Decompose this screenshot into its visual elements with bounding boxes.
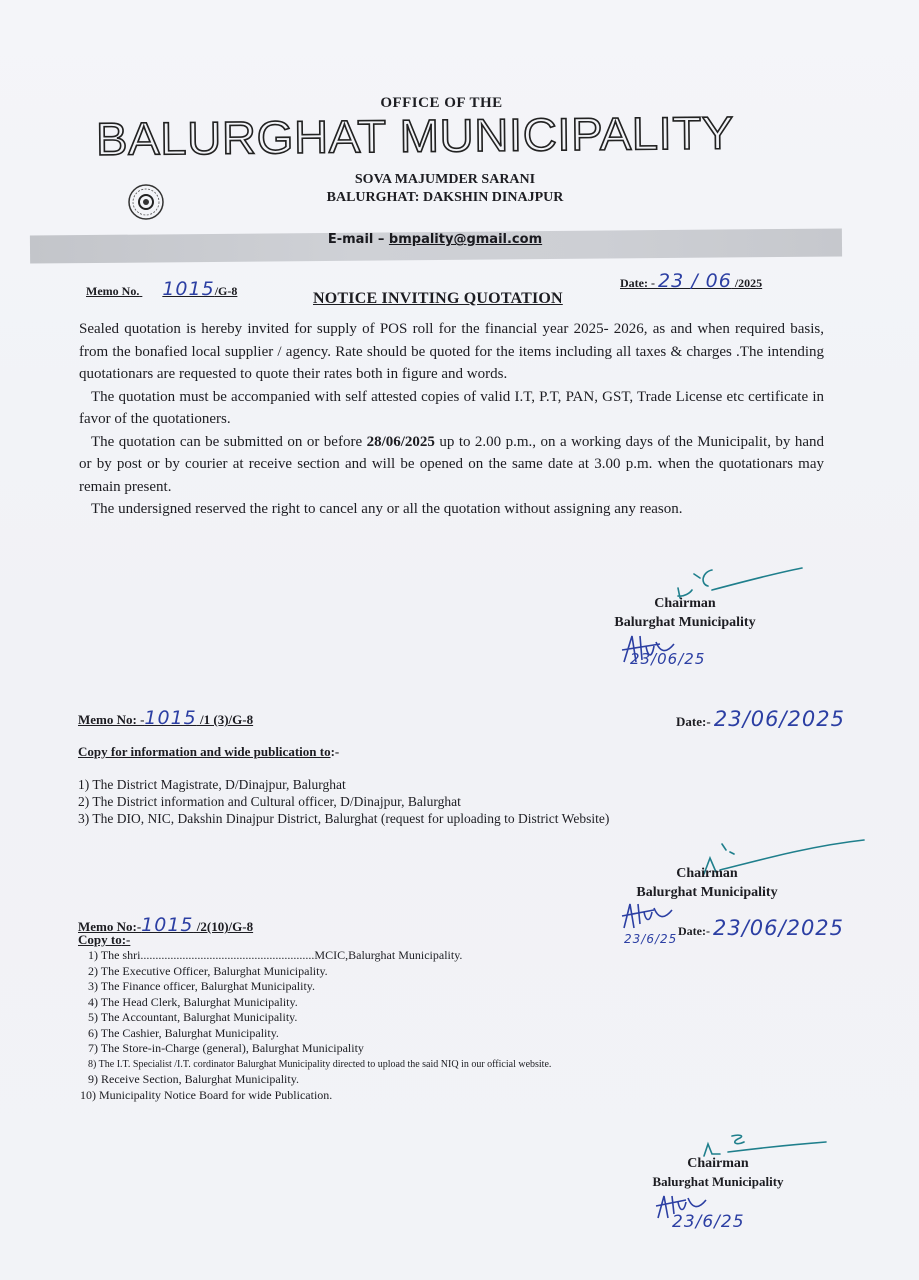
date-label: Date:- <box>676 714 714 729</box>
signature-block-3 <box>648 1155 788 1191</box>
signatory-title: Chairman <box>687 1156 749 1171</box>
organization-title: BALURGHAT MUNICIPALITY <box>95 106 735 165</box>
memo-suffix: /G-8 <box>214 284 238 298</box>
memo-number-handwritten: 1015 <box>144 707 197 729</box>
date-handwritten: 23/06/2025 <box>712 916 845 940</box>
memo-suffix: /2(10)/G-8 <box>193 919 254 934</box>
submission-deadline: 28/06/2025 <box>366 433 435 450</box>
copy-to-heading <box>78 932 130 948</box>
copy-to-heading-suffix: :- <box>121 932 131 947</box>
recipient-item: 10) Municipality Notice Board for wide Publication. <box>80 1087 333 1102</box>
copy-info-memo-number <box>78 707 253 729</box>
recipient-item: 3) The DIO, NIC, Dakshin Dinajpur District, Balurghat (request for uploading to District Website) <box>78 811 610 826</box>
memo-suffix: /1 (3)/G-8 <box>196 712 254 727</box>
email-label: E-mail – <box>327 232 389 247</box>
notice-memo-number <box>86 278 237 300</box>
date-label: Date:- <box>678 924 713 938</box>
notice-body <box>79 318 824 521</box>
recipient-item: 2) The Executive Officer, Balurghat Municipality. <box>88 963 328 978</box>
memo-label: Memo No:- <box>78 919 142 934</box>
signatory-title: Chairman <box>654 596 716 611</box>
email-line <box>0 232 870 247</box>
date-handwritten: 23/06/2025 <box>713 707 845 731</box>
recipient-item: 2) The District information and Cultural officer, D/Dinajpur, Balurghat <box>78 794 461 809</box>
signatory-organization: Balurghat Municipality <box>652 1174 784 1189</box>
signature-date-handwritten: 23/6/25 <box>672 1212 745 1232</box>
memo-number-handwritten: 1015 <box>141 914 194 936</box>
recipient-item: 1) The shri..........................................................MCIC,Balurghat Municipality. <box>88 948 463 962</box>
address-line-2: BALURGHAT: DAKSHIN DINAJPUR <box>326 190 564 205</box>
address-line-1: SOVA MAJUMDER SARANI <box>354 172 536 187</box>
copy-info-heading <box>78 744 339 760</box>
date-handwritten: 23 / 06 <box>657 270 732 292</box>
copy-to-date <box>678 916 844 940</box>
signature-block-1 <box>595 594 775 632</box>
memo-label: Memo No: - <box>78 712 145 727</box>
recipient-item: 5) The Accountant, Balurghat Municipality. <box>88 1010 298 1024</box>
notice-date <box>620 270 762 292</box>
copy-info-heading-text: Copy for information and wide publication to <box>78 744 331 759</box>
date-label: Date: - <box>620 276 658 290</box>
date-suffix: /2025 <box>731 276 763 290</box>
recipient-item: 6) The Cashier, Balurghat Municipality. <box>88 1025 279 1040</box>
body-paragraph-3 <box>79 431 824 499</box>
copy-to-heading-text: Copy to <box>78 932 122 947</box>
body-paragraph-2: The quotation must be accompanied with self attested copies of valid I.T, P.T, PAN, GST, Trade License etc certificate in favor of the quotationers. <box>79 388 824 427</box>
signatory-organization: Balurghat Municipality <box>636 885 778 900</box>
body-paragraph-1: Sealed quotation is hereby invited for supply of POS roll for the financial year 2025- 2026, as and when required basis, from the bonafied local supplier / agency. Rate should be quoted for the items including all taxes & charges .The intending quotationars are requested to quote their rates both in figure and words. <box>79 321 824 382</box>
recipient-item: 1) The District Magistrate, D/Dinajpur, Balurghat <box>78 777 346 792</box>
copy-info-date <box>676 707 845 731</box>
body-paragraph-4: The undersigned reserved the right to cancel any or all the quotation without assigning any reason. <box>91 501 683 517</box>
submission-before: The quotation can be submitted on or before <box>91 433 367 450</box>
recipient-item: 3) The Finance officer, Balurghat Municipality. <box>88 979 316 993</box>
signature-block-2 <box>627 864 787 902</box>
email-link[interactable]: bmpality@gmail.com <box>388 232 543 247</box>
copy-info-heading-suffix: :- <box>330 744 340 759</box>
notice-title: NOTICE INVITING QUOTATION <box>313 290 563 307</box>
signature-date-handwritten: 23/6/25 <box>624 932 678 946</box>
copy-info-recipients <box>78 776 609 827</box>
signature-date-handwritten: 23/06/25 <box>630 650 706 668</box>
office-of-heading: OFFICE OF THE <box>380 95 503 111</box>
recipient-item: 4) The Head Clerk, Balurghat Municipality. <box>88 994 298 1009</box>
memo-number-handwritten: 1015 <box>162 278 215 300</box>
copy-to-recipients <box>80 948 552 1103</box>
signatory-title: Chairman <box>676 866 738 881</box>
recipient-item: 9) Receive Section, Balurghat Municipality. <box>88 1072 299 1086</box>
recipient-item: 7) The Store-in-Charge (general), Balurghat Municipality <box>88 1041 364 1055</box>
signatory-organization: Balurghat Municipality <box>614 615 756 630</box>
memo-label: Memo No. <box>86 284 140 298</box>
submission-after: up to 2.00 p.m., on a working days of the Municipalit, by hand or by post or by courier at receive section and will be opened on the same date at 3.00 p.m. when the quotationars may remain present. <box>79 433 825 495</box>
recipient-item: 8) The I.T. Specialist /I.T. cordinator Balurghat Municipality directed to upload the said NIQ in our official website. <box>88 1058 552 1070</box>
